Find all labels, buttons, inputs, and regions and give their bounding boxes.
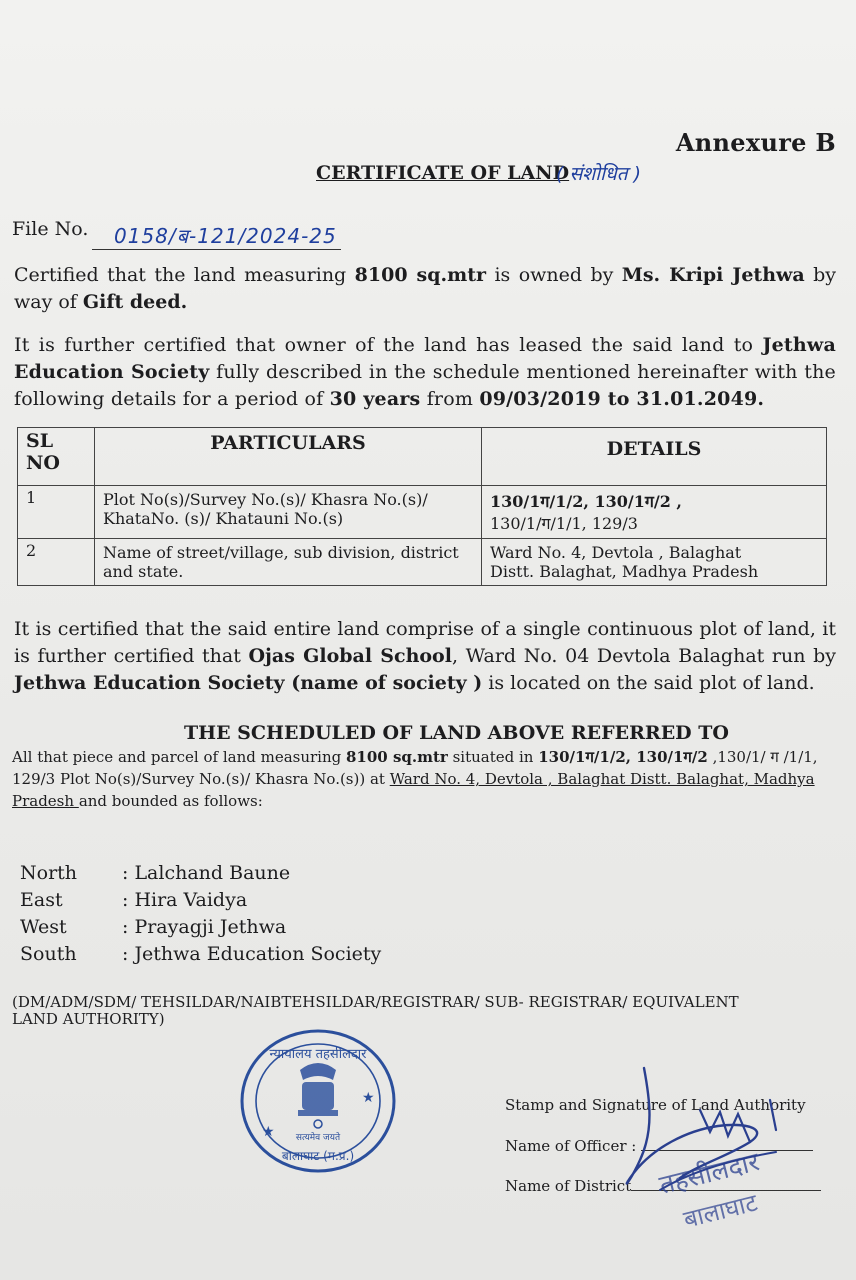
svg-text:★: ★ bbox=[262, 1124, 275, 1140]
location-text-1: It is certified that the said entire land comprise of a single continuous plot of land, it is further certified that bbox=[14, 618, 836, 667]
row-sl: 2 bbox=[18, 539, 95, 586]
boundary-value: : Hira Vaidya bbox=[122, 889, 248, 911]
boundary-value: : Lalchand Baune bbox=[122, 862, 291, 884]
row-particulars: Name of street/village, sub division, district and state. bbox=[95, 539, 482, 586]
stamp-signature-label: Stamp and Signature of Land Authority bbox=[505, 1096, 806, 1114]
location-text-2: , Ward No. 04 Devtola Balaghat run by bbox=[451, 645, 836, 667]
owner-name: Ms. Kripi Jethwa bbox=[621, 264, 805, 286]
schedule-paragraph bbox=[12, 746, 826, 812]
row-details bbox=[482, 539, 827, 586]
header-particulars: PARTICULARS bbox=[95, 428, 482, 486]
seal-top-text: न्यायालय तहसीलदार bbox=[269, 1047, 367, 1062]
schedule-location: Ward No. 4, Devtola , Balaghat Distt. Balaghat, Madhya Pradesh bbox=[12, 770, 815, 810]
boundary-value: : Prayagji Jethwa bbox=[122, 916, 287, 938]
lessee-society: Jethwa Education Society bbox=[14, 334, 836, 383]
district-name-label: Name of District bbox=[505, 1177, 632, 1195]
row-particulars: Plot No(s)/Survey No.(s)/ Khasra No.(s)/ KhataNo. (s)/ Khatauni No.(s) bbox=[95, 486, 482, 539]
lease-period: 30 years bbox=[329, 388, 421, 410]
file-no-value: 0158/ब-121/2024-25 bbox=[92, 222, 341, 250]
lease-dates: 09/03/2019 to 31.01.2049. bbox=[479, 388, 765, 410]
schedule-text-1: All that piece and parcel of land measuring bbox=[12, 748, 346, 766]
authority-designations: (DM/ADM/SDM/ TEHSILDAR/NAIBTEHSILDAR/REGISTRAR/ SUB- REGISTRAR/ EQUIVALENT LAND AUTHORITY) bbox=[12, 993, 739, 1028]
table-header-row bbox=[18, 428, 827, 486]
certificate-title-hindi-annotation: ( संशोधित ) bbox=[556, 163, 642, 185]
official-seal-icon bbox=[238, 1026, 398, 1176]
deed-type: Gift deed. bbox=[82, 291, 188, 313]
schedule-plots: 130/1ग/1/2, 130/1ग/2 bbox=[538, 748, 708, 766]
land-area: 8100 sq.mtr bbox=[354, 264, 487, 286]
file-no-label: File No. bbox=[12, 218, 89, 240]
details-line-1: 130/1ग/1/2, 130/1ग/2 , bbox=[490, 492, 682, 511]
schedule-title: THE SCHEDULED OF LAND ABOVE REFERRED TO bbox=[184, 722, 729, 744]
stamp-overlay-line-1: तहसीलदार bbox=[656, 1147, 763, 1201]
seal-motto: सत्यमेव जयते bbox=[295, 1133, 341, 1143]
seal-bottom-text: बालाघाट (म.प्र.) bbox=[281, 1149, 355, 1163]
society-name: Jethwa Education Society (name of society ) bbox=[14, 672, 483, 694]
details-line-2: Distt. Balaghat, Madhya Pradesh bbox=[490, 562, 759, 581]
boundary-direction: South bbox=[20, 943, 77, 965]
lease-paragraph bbox=[14, 332, 836, 413]
schedule-text-4: and bounded as follows: bbox=[78, 792, 263, 810]
schedule-text-2: situated in bbox=[447, 748, 539, 766]
location-text-3: is located on the said plot of land. bbox=[482, 672, 815, 694]
table-row bbox=[18, 486, 827, 539]
stamp-overlay-line-2: बालाघाट bbox=[680, 1188, 761, 1234]
boundary-direction: East bbox=[20, 889, 63, 911]
lease-text-1: It is further certified that owner of the land has leased the said land to bbox=[14, 334, 763, 356]
header-sl-no: SL NO bbox=[18, 428, 95, 486]
ownership-text-2: is owned by bbox=[486, 264, 622, 286]
ownership-paragraph bbox=[14, 262, 836, 316]
row-sl: 1 bbox=[18, 486, 95, 539]
land-details-table bbox=[17, 427, 827, 586]
schedule-area: 8100 sq.mtr bbox=[346, 748, 448, 766]
location-certification-paragraph bbox=[14, 616, 836, 697]
boundary-value: : Jethwa Education Society bbox=[122, 943, 382, 965]
handwritten-signature-icon bbox=[600, 1060, 820, 1260]
lease-text-2: fully described in the schedule mentioned hereinafter with the following details for a period of bbox=[14, 361, 836, 410]
svg-text:★: ★ bbox=[362, 1090, 375, 1106]
row-details bbox=[482, 486, 827, 539]
boundary-direction: North bbox=[20, 862, 78, 884]
header-details: DETAILS bbox=[482, 428, 827, 486]
details-line-2: 130/1/ग/1/1, 129/3 bbox=[490, 514, 638, 533]
ownership-text-3: by way of bbox=[14, 264, 837, 313]
annexure-label: Annexure B bbox=[675, 128, 836, 157]
ownership-text-1: Certified that the land measuring bbox=[14, 264, 355, 286]
school-name: Ojas Global School bbox=[248, 645, 452, 667]
officer-name-label: Name of Officer : bbox=[505, 1137, 637, 1155]
details-line-1: Ward No. 4, Devtola , Balaghat bbox=[490, 543, 742, 562]
lease-text-3: from bbox=[420, 388, 480, 410]
boundary-direction: West bbox=[20, 916, 67, 938]
certificate-title: CERTIFICATE OF LAND bbox=[316, 162, 570, 184]
table-row bbox=[18, 539, 827, 586]
schedule-text-3: ,130/1/ ग /1/1, 129/3 Plot No(s)/Survey No.(s)/ Khasra No.(s)) at bbox=[12, 748, 818, 788]
